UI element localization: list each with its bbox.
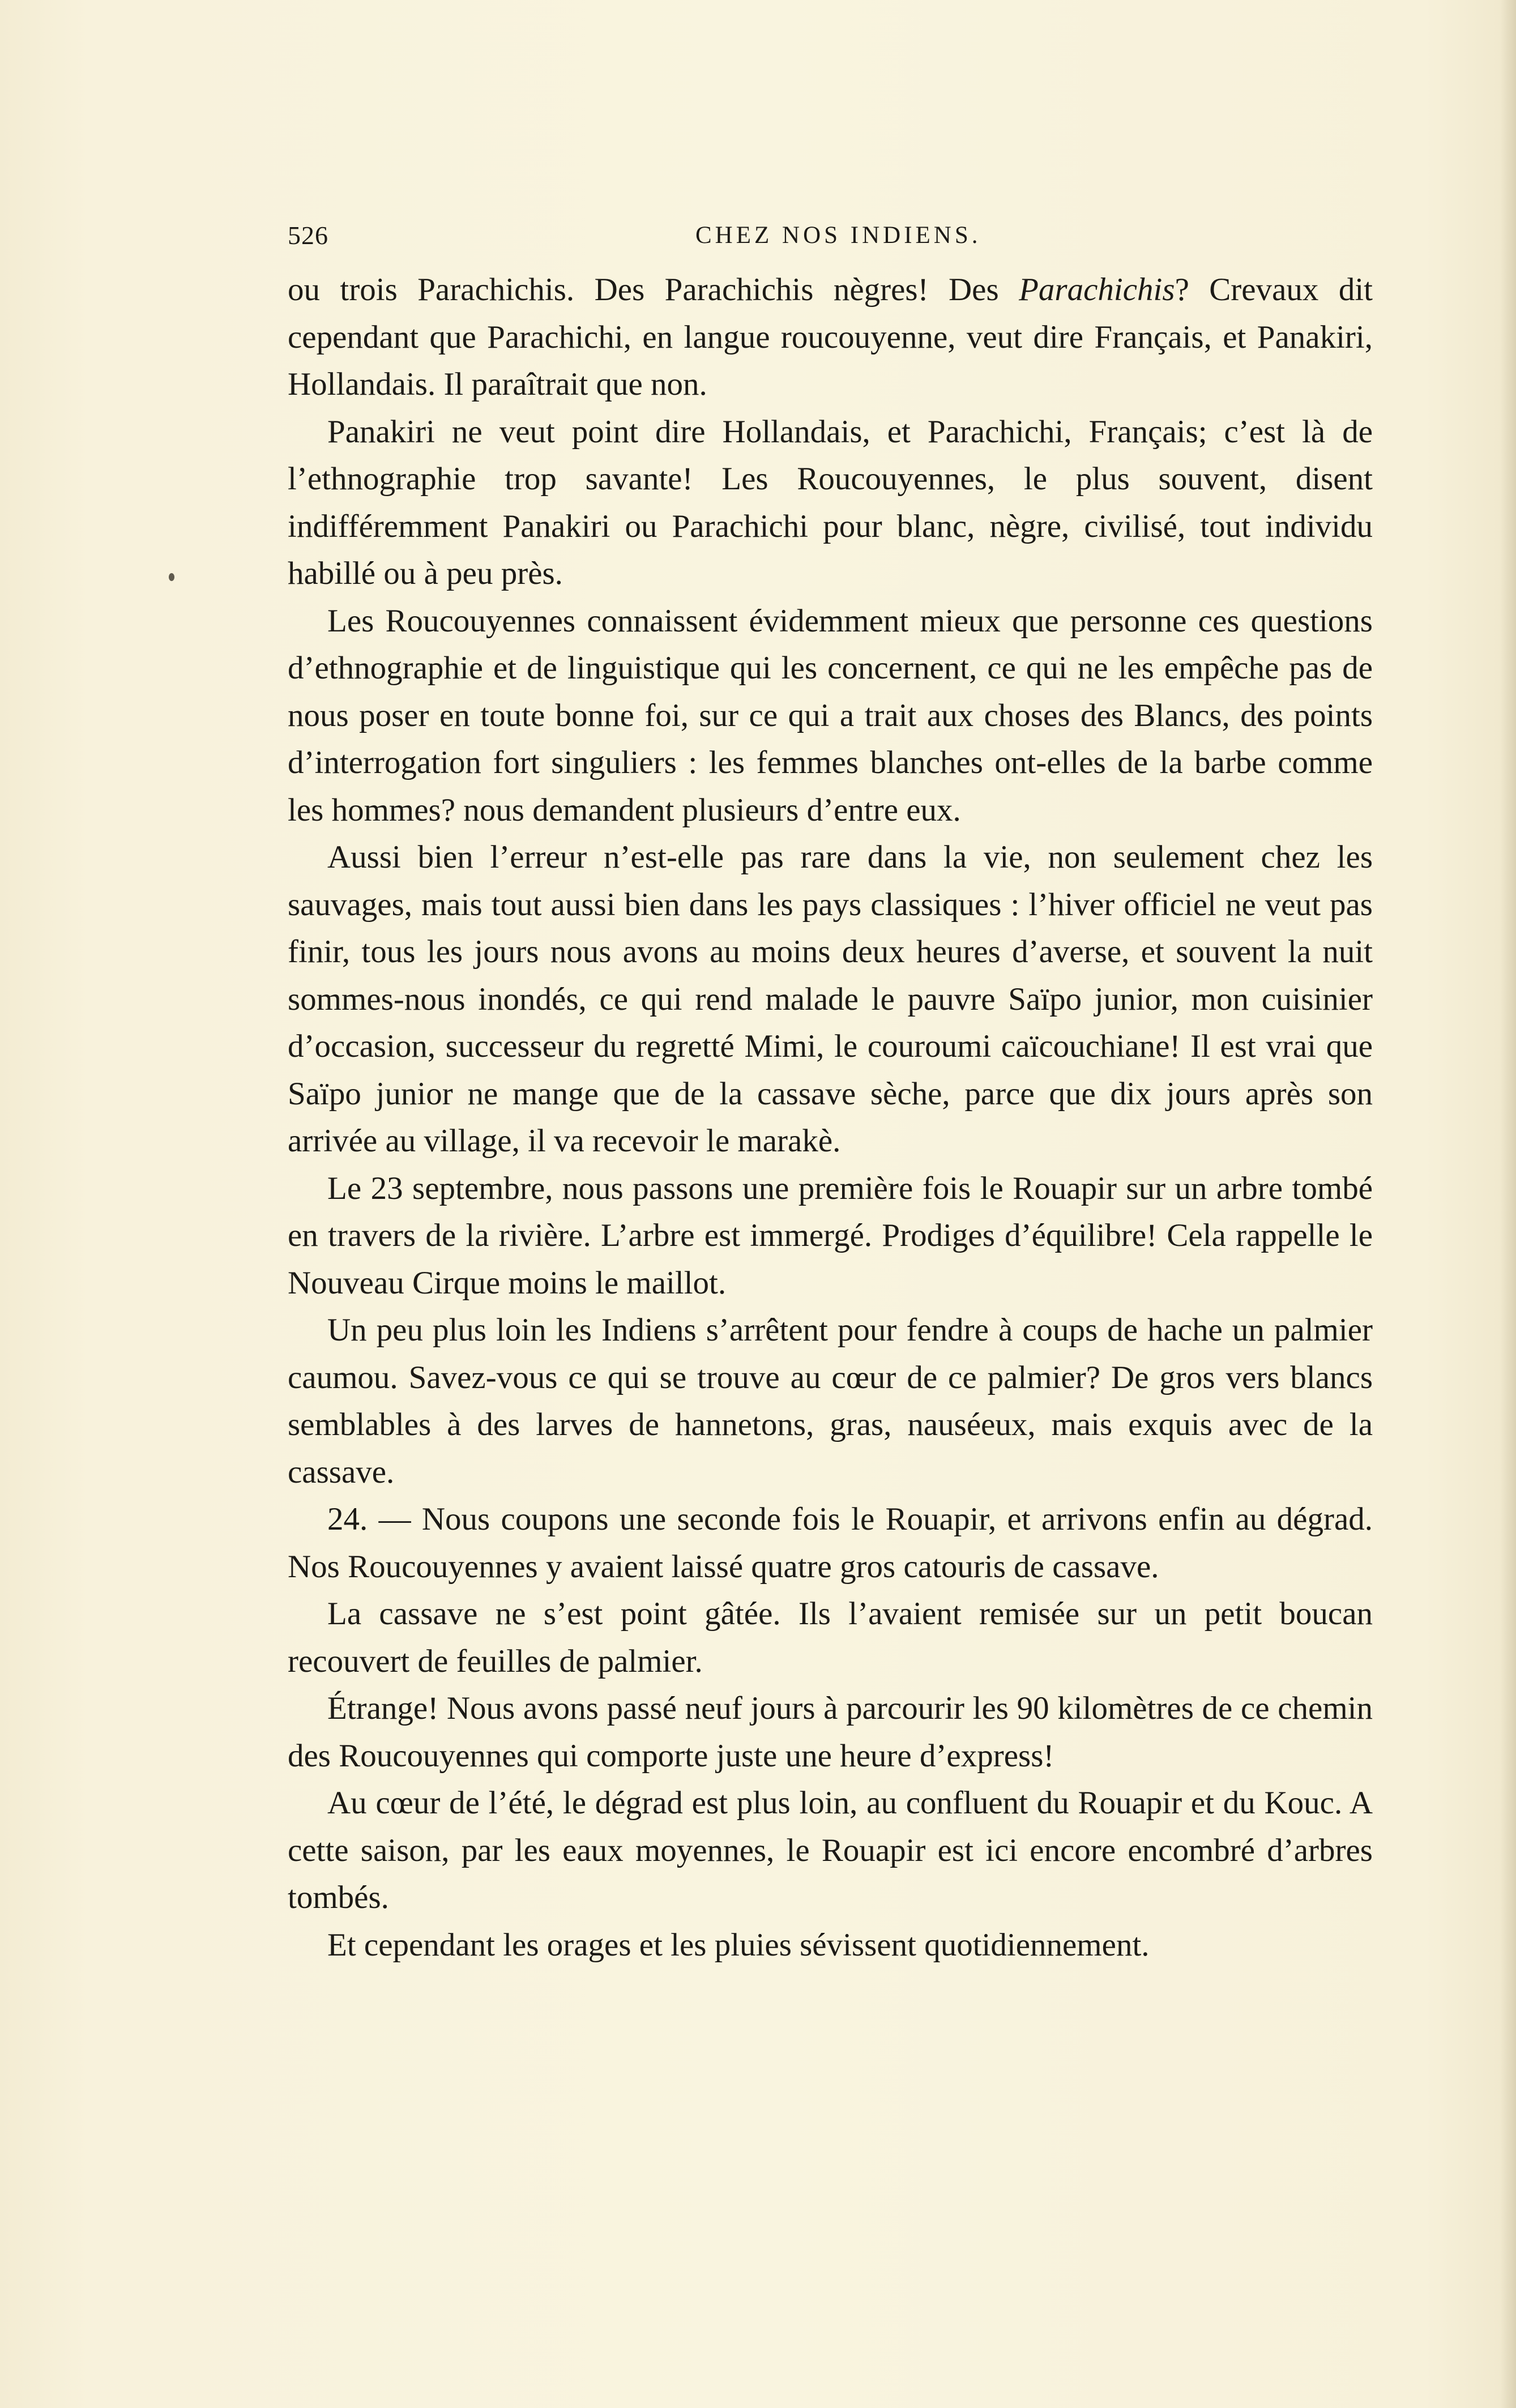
paragraph-10: Au cœur de l’été, le dégrad est plus loin, au confluent du Rouapir et du Kouc. A cette saison, par les eaux moyennes, le Rouapir est ici encore encombré d’arbres tombés. <box>288 1785 1373 1915</box>
paragraph-9: Étrange! Nous avons passé neuf jours à parcourir les 90 kilomètres de ce chemin des Roucouyennes qui comporte juste une heure d’express! <box>288 1690 1373 1774</box>
paragraph-5: Le 23 septembre, nous passons une première fois le Rouapir sur un arbre tombé en travers de la rivière. L’arbre est immergé. Prodiges d’équilibre! Cela rappelle le Nouveau Cirque moins le maillot. <box>288 1170 1373 1301</box>
paragraph-6: Un peu plus loin les Indiens s’arrêtent pour fendre à coups de hache un palmier caumou. Savez-vous ce qui se trouve au cœur de ce palmier? De gros vers blancs semblables à des larves de hannetons, gras, nauséeux, mais exquis avec de la cassave. <box>288 1312 1373 1490</box>
paragraph-1 <box>288 266 1373 408</box>
page-number: 526 <box>288 221 328 250</box>
paragraph-1-italic-word: Parachichis <box>1019 272 1175 308</box>
paragraph-1-text-b: ? Crevaux dit cependant que Parachichi, en langue roucouyenne, veut dire Français, et Panakiri, Hollandais. Il paraîtrait que non. <box>288 272 1373 402</box>
paragraph-4: Aussi bien l’erreur n’est-elle pas rare dans la vie, non seulement chez les sauvages, mais tout aussi bien dans les pays classiques : l’hiver officiel ne veut pas finir, tous les jours nous avons au moins deux heures d’averse, et souvent la nuit sommes-nous inondés, ce qui rend malade le pauvre Saïpo junior, mon cuisinier d’occasion, successeur du regretté Mimi, le couroumi caïcouchiane! Il est vrai que Saïpo junior ne mange que de la cassave sèche, parce que dix jours après son arrivée au village, il va recevoir le marakè. <box>288 839 1373 1159</box>
paragraph-11: Et cependant les orages et les pluies sévissent quotidiennement. <box>327 1927 1150 1963</box>
paragraph-2: Panakiri ne veut point dire Hollandais, et Parachichi, Français; c’est là de l’ethnographie trop savante! Les Roucouyennes, le plus souvent, disent indifféremment Panakiri ou Parachichi pour blanc, nègre, civilisé, tout individu habillé ou à peu près. <box>288 413 1373 591</box>
running-title: CHEZ NOS INDIENS. <box>695 222 981 249</box>
page-header <box>288 219 1373 253</box>
body-text <box>288 266 1373 1969</box>
paragraph-7: 24. — Nous coupons une seconde fois le Rouapir, et arrivons enfin au dégrad. Nos Roucouyennes y avaient laissé quatre gros catouris de cassave. <box>288 1501 1373 1585</box>
paragraph-1-text-a: ou trois Parachichis. Des Parachichis nègres! Des <box>288 272 1019 308</box>
paragraph-3: Les Roucouyennes connaissent évidemment mieux que personne ces questions d’ethnographie et de linguistique qui les concernent, ce qui ne les empêche pas de nous poser en toute bonne foi, sur ce qui a trait aux choses des Blancs, des points d’interrogation fort singuliers : les femmes blanches ont-elles de la barbe comme les hommes? nous demandent plusieurs d’entre eux. <box>288 603 1373 828</box>
paragraph-8: La cassave ne s’est point gâtée. Ils l’avaient remisée sur un petit boucan recouvert de feuilles de palmier. <box>288 1596 1373 1679</box>
page-edge-shadow <box>1500 0 1516 2408</box>
margin-ink-mark <box>169 573 174 581</box>
